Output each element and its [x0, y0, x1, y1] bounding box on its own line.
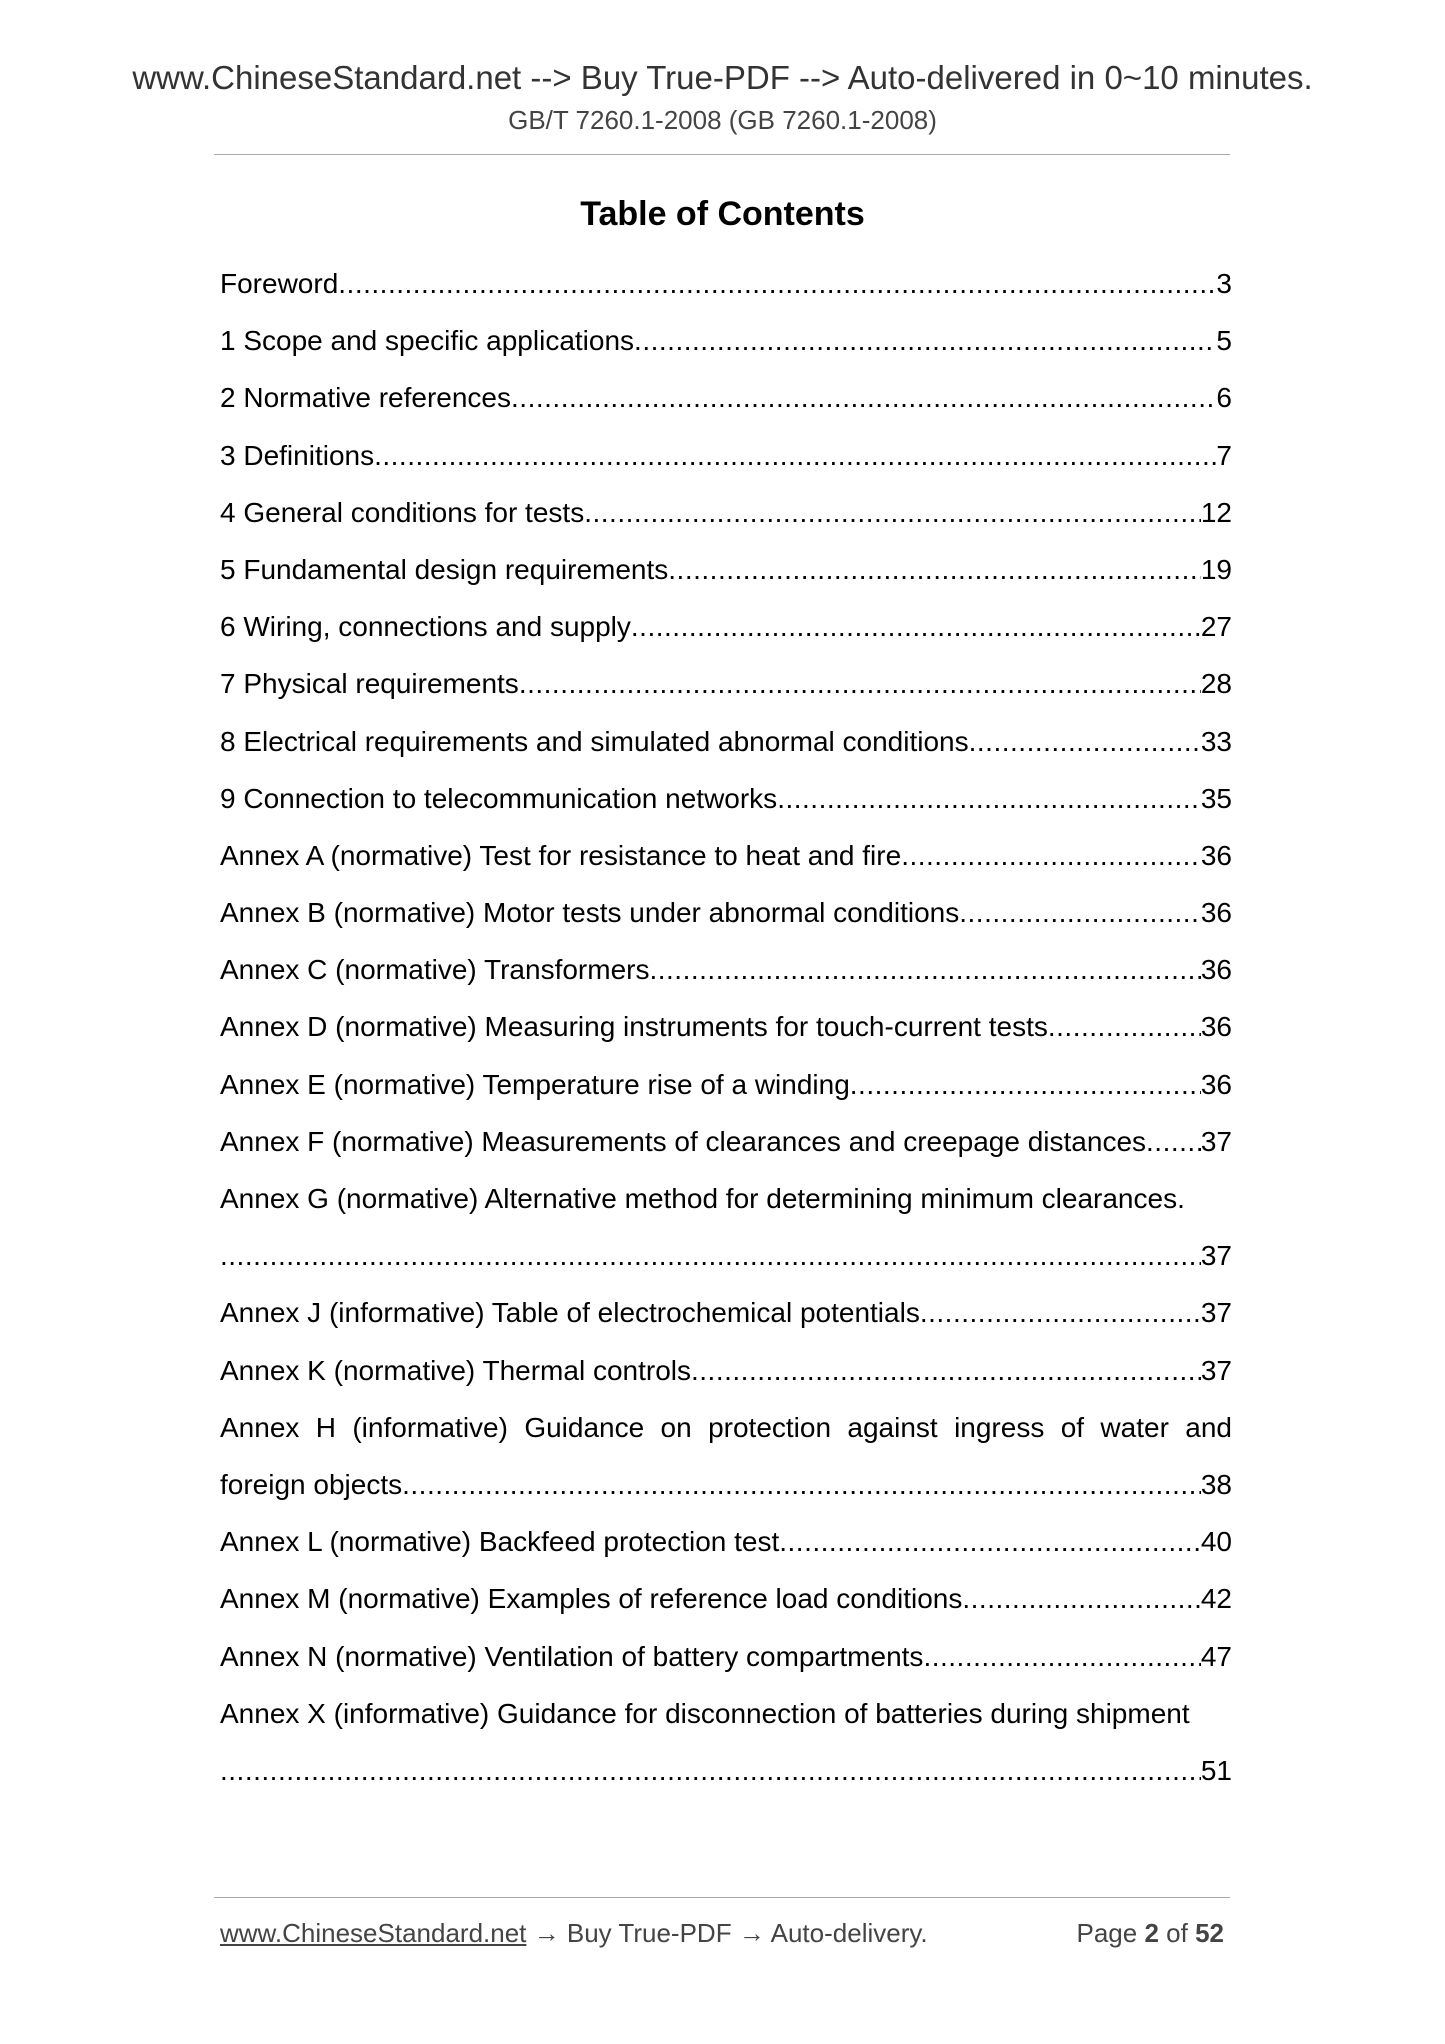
toc-entry-page: 3	[1216, 268, 1232, 299]
toc-leader-dots	[777, 770, 1201, 827]
toc-entry-label: Annex L (normative) Backfeed protection test	[220, 1526, 780, 1558]
toc-entry-page: 19	[1200, 553, 1232, 585]
toc-leader-dots	[962, 1570, 1200, 1627]
toc-entry-page: 38	[1200, 1468, 1232, 1500]
toc-entry-page: 12	[1200, 496, 1232, 528]
toc-entry-label: Annex A (normative) Test for resistance to heat and fire	[220, 839, 902, 871]
toc-entry-label-continuation: foreign objects	[220, 1468, 403, 1500]
toc-entry-annex-n[interactable]	[220, 1628, 1232, 1685]
toc-entry-fundamental-design[interactable]	[220, 541, 1232, 598]
toc-leader-dots	[779, 1513, 1201, 1570]
toc-entry-annex-m[interactable]	[220, 1570, 1232, 1627]
toc-entry-foreword[interactable]	[220, 255, 1232, 312]
toc-entry-annex-g[interactable]	[220, 1170, 1232, 1227]
header-standard-number: GB/T 7260.1-2008 (GB 7260.1-2008)	[508, 105, 937, 135]
toc-entry-label: Foreword	[220, 268, 339, 299]
toc-leader-dots	[920, 1284, 1201, 1341]
footer-divider	[214, 1897, 1230, 1898]
toc-entry-annex-h-continuation[interactable]	[220, 1456, 1232, 1513]
page-of: of	[1166, 1918, 1188, 1948]
page-total: 52	[1195, 1918, 1224, 1948]
footer-site-link[interactable]: www.ChineseStandard.net	[220, 1918, 527, 1948]
toc-entry-physical-requirements[interactable]	[220, 655, 1232, 712]
page-word: Page	[1076, 1918, 1138, 1948]
toc-leader-dots	[959, 884, 1201, 941]
toc-entry-label: Annex F (normative) Measurements of clearances and creepage distances	[220, 1125, 1147, 1157]
toc-entry-annex-x-continuation[interactable]	[220, 1742, 1232, 1799]
toc-leader-dots	[691, 1342, 1201, 1399]
toc-leader-dots	[220, 1742, 1201, 1799]
page-current: 2	[1144, 1918, 1159, 1948]
toc-entry-page: 47	[1200, 1640, 1232, 1672]
toc-leader-dots	[220, 1227, 1201, 1284]
toc-entry-normative-references[interactable]	[220, 369, 1232, 426]
toc-entry-annex-b[interactable]	[220, 884, 1232, 941]
toc-entry-label: Annex J (informative) Table of electrochemical potentials	[220, 1297, 920, 1329]
arrow-right-icon: →	[533, 1918, 560, 1948]
toc-entry-label: 2 Normative references	[220, 382, 512, 414]
toc-entry-page: 35	[1200, 782, 1232, 814]
toc-leader-dots	[584, 484, 1201, 541]
toc-entry-label: 8 Electrical requirements and simulated abnormal conditions	[220, 725, 969, 757]
toc-entry-page: 6	[1216, 382, 1232, 414]
toc-entry-page: 33	[1200, 725, 1232, 757]
toc-leader-dots	[374, 427, 1216, 484]
toc-leader-dots	[850, 1056, 1201, 1113]
toc-entry-annex-x[interactable]	[220, 1685, 1232, 1742]
toc-entry-page: 37	[1200, 1125, 1232, 1157]
toc-entry-label: Annex D (normative) Measuring instruments for touch-current tests	[220, 1011, 1048, 1043]
toc-entry-label: Annex H (informative) Guidance on protection against ingress of water and	[220, 1411, 1232, 1443]
toc-entry-page: 36	[1200, 897, 1232, 929]
toc-leader-dots	[649, 941, 1200, 998]
toc-entry-annex-l[interactable]	[220, 1513, 1232, 1570]
header-divider	[214, 154, 1230, 155]
toc-entry-page: 37	[1200, 1297, 1232, 1329]
toc-entry-annex-e[interactable]	[220, 1056, 1232, 1113]
toc-leader-dots	[634, 312, 1216, 369]
toc-entry-telecom-networks[interactable]	[220, 770, 1232, 827]
toc-leader-dots	[631, 598, 1201, 655]
toc-entry-page: 36	[1200, 954, 1232, 986]
footer-delivery-text: Auto-delivery.	[770, 1918, 928, 1948]
toc-entry-label: 1 Scope and specific applications	[220, 325, 635, 357]
toc-entry-annex-c[interactable]	[220, 941, 1232, 998]
footer-buy-text: Buy True-PDF	[566, 1918, 732, 1948]
toc-entry-page: 7	[1216, 439, 1232, 471]
toc-leader-dots	[901, 827, 1201, 884]
toc-entry-label: Annex C (normative) Transformers	[220, 954, 650, 986]
toc-entry-annex-a[interactable]	[220, 827, 1232, 884]
toc-entry-label: Annex N (normative) Ventilation of battery compartments	[220, 1640, 924, 1672]
toc-entry-label: Annex M (normative) Examples of reference load conditions	[220, 1583, 963, 1615]
toc-entry-label: 3 Definitions	[220, 439, 375, 471]
toc-entry-label: Annex G (normative) Alternative method for determining minimum clearances.	[220, 1183, 1185, 1214]
toc-entry-label: Annex B (normative) Motor tests under abnormal conditions	[220, 897, 960, 929]
toc-leader-dots	[1048, 998, 1201, 1055]
toc-entry-label: Annex E (normative) Temperature rise of a winding	[220, 1068, 850, 1100]
toc-entry-label: Annex K (normative) Thermal controls	[220, 1354, 691, 1386]
toc-leader-dots	[969, 713, 1201, 770]
toc-entry-label: 9 Connection to telecommunication networks	[220, 782, 778, 814]
toc-entry-wiring[interactable]	[220, 598, 1232, 655]
toc-leader-dots	[402, 1456, 1201, 1513]
toc-entry-page: 27	[1200, 611, 1232, 643]
toc-entry-page: 28	[1200, 668, 1232, 700]
toc-leader-dots	[511, 369, 1216, 426]
toc-leader-dots	[1146, 1113, 1201, 1170]
toc-entry-label: 5 Fundamental design requirements	[220, 553, 669, 585]
page-number	[1076, 1916, 1224, 1950]
toc-entry-page: 51	[1200, 1754, 1232, 1786]
arrow-right-icon: →	[738, 1918, 765, 1948]
toc-entry-definitions[interactable]	[220, 427, 1232, 484]
toc-entry-annex-k[interactable]	[220, 1342, 1232, 1399]
page-title: Table of Contents	[580, 195, 865, 233]
toc-entry-label: 7 Physical requirements	[220, 668, 519, 700]
toc-entry-annex-h[interactable]	[220, 1399, 1232, 1456]
toc-entry-page: 5	[1216, 325, 1232, 357]
toc-entry-page: 36	[1200, 1068, 1232, 1100]
toc-entry-electrical-requirements[interactable]	[220, 713, 1232, 770]
toc-entry-page: 36	[1200, 1011, 1232, 1043]
toc-leader-dots	[668, 541, 1201, 598]
header-banner[interactable]: www.ChineseStandard.net --> Buy True-PDF --> Auto-delivered in 0~10 minutes.	[132, 59, 1313, 96]
table-of-contents	[220, 255, 1232, 1799]
toc-entry-page: 42	[1200, 1583, 1232, 1615]
toc-leader-dots	[338, 255, 1216, 312]
toc-entry-scope[interactable]	[220, 312, 1232, 369]
toc-entry-general-conditions[interactable]	[220, 484, 1232, 541]
toc-entry-annex-d[interactable]	[220, 998, 1232, 1055]
toc-entry-annex-f[interactable]	[220, 1113, 1232, 1170]
toc-entry-page: 37	[1200, 1240, 1232, 1272]
toc-entry-page: 36	[1200, 839, 1232, 871]
footer-links	[220, 1916, 928, 1950]
toc-leader-dots	[519, 655, 1201, 712]
toc-leader-dots	[923, 1628, 1200, 1685]
toc-entry-annex-j[interactable]	[220, 1284, 1232, 1341]
toc-entry-label: 6 Wiring, connections and supply	[220, 611, 631, 643]
toc-entry-page: 40	[1200, 1526, 1232, 1558]
toc-entry-label: 4 General conditions for tests	[220, 496, 585, 528]
toc-entry-label: Annex X (informative) Guidance for disconnection of batteries during shipment	[220, 1697, 1190, 1729]
toc-entry-annex-g-continuation[interactable]	[220, 1227, 1232, 1284]
toc-entry-page: 37	[1200, 1354, 1232, 1386]
